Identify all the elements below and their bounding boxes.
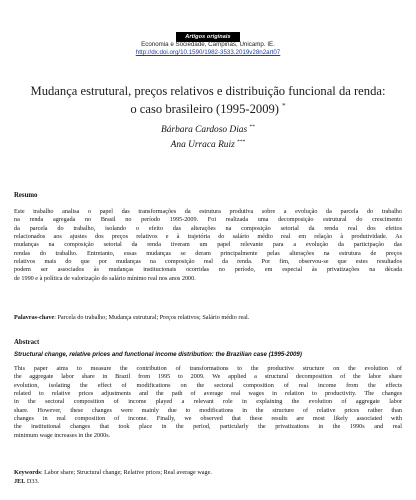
journal-info	[0, 41, 416, 57]
abstract-line: share. However, these changes were mainly due to modifications in the structure of relative prices rather than	[14, 406, 402, 414]
resumo-keywords	[14, 314, 249, 321]
abstract-line: minimum wage increases in the 2000s.	[14, 431, 111, 439]
abstract-line: in the sectoral composition of income played a relevant role in explaining the evolution of aggregate labor	[14, 398, 402, 406]
abstract-heading: Abstract	[14, 339, 40, 346]
resumo-line: Este trabalho analisa o papel das transformações da estrutura produtiva sobre a evolução da parcela do trabalho	[14, 208, 402, 215]
author-footnote-marker[interactable]: ***	[237, 138, 246, 145]
keywords-text: : Labor share; Structural change; Relative prices; Real average wage.	[40, 469, 212, 476]
resumo-line: mudanças na composição setorial da renda tiveram um papel relevante para a evolução da participação das	[14, 241, 402, 249]
abstract-body	[14, 365, 402, 440]
title-line-1: Mudança estrutural, preços relativos e distribuição funcional da renda:	[30, 84, 386, 98]
title-line-2: o caso brasileiro (1995-2009)	[130, 102, 279, 117]
doi-link[interactable]: http://dx.doi.org/10.1590/1982-3533.2019v28n2art07	[135, 49, 281, 56]
author-name: Bárbara Cardoso Dias	[161, 125, 248, 136]
section-tag: Artigos originais	[176, 32, 239, 42]
abstract-line: the institutional changes that took place in the period, particularly the privatizations in the 1990s and real	[14, 423, 402, 431]
paper-title	[0, 84, 416, 117]
jel-label: JEL	[14, 478, 26, 485]
resumo-line: da parcela do trabalho, isolando o efeito das alterações na composição setorial da renda real dos efeitos	[14, 224, 402, 232]
abstract-keywords	[14, 469, 212, 476]
jel-text: D33.	[25, 478, 40, 485]
abstract-line: the aggregate labor share in Brazil from 1995 to 2009. We applied a structural decomposition of the labor share	[14, 373, 402, 381]
keywords-label: Keywords	[14, 469, 41, 476]
resumo-line: na renda agregada no Brasil no período 1995-2009. Foi realizada uma decomposição estrutural do crescimento	[14, 216, 402, 224]
author-footnote-marker[interactable]: **	[249, 124, 255, 130]
resumo-body	[14, 208, 402, 283]
title-footnote-marker[interactable]: *	[282, 102, 286, 110]
abstract-title: Structural change, relative prices and functional income distribution: the Brazilian case (1995-2009)	[14, 351, 302, 358]
jel-codes	[14, 478, 39, 485]
abstract-line: evolution, isolating the effect of modifications on the sectoral composition of real income from the effects	[14, 381, 402, 389]
resumo-line: rendas do trabalho. Entretanto, essas mudanças se deram principalmente pelas alterações na estrutura de preços	[14, 249, 402, 257]
resumo-line: relativos mais do que por mudanças na composição real da renda. Por fim, observou-se que estes resultados	[14, 258, 402, 266]
resumo-heading: Resumo	[14, 192, 38, 199]
abstract-line: This paper aims to measure the contribution of transformations to the productive structure on the evolution of	[14, 365, 402, 372]
resumo-line: podem ser associados às mudanças institucionais ocorridas no período, em especial às privatizações na década	[14, 266, 402, 274]
author-1	[0, 122, 416, 137]
abstract-line: changes in real composition of income. Finally, we observed that these results are most likely associated with	[14, 415, 402, 423]
resumo-line: de 1990 e à política de valorização do salário mínimo real nos anos 2000.	[14, 274, 196, 282]
keywords-text: : Parcela do trabalho; Mudança estrutural; Preços relativos; Salário médio real.	[54, 314, 250, 321]
abstract-line: related to relative prices adjustments and the path of average real wages in relation to productivity. The changes	[14, 390, 402, 398]
keywords-label: Palavras-chave	[14, 314, 55, 321]
author-2	[0, 137, 416, 152]
author-name: Ana Urraca Ruiz	[170, 139, 235, 150]
author-list	[0, 122, 416, 151]
journal-name: Economia e Sociedade, Campinas, Unicamp. IE.	[141, 41, 275, 48]
resumo-line: relacionados aos ajustes dos preços relativos e à trajetória do salário médio real em relação à produtividade. As	[14, 233, 402, 241]
